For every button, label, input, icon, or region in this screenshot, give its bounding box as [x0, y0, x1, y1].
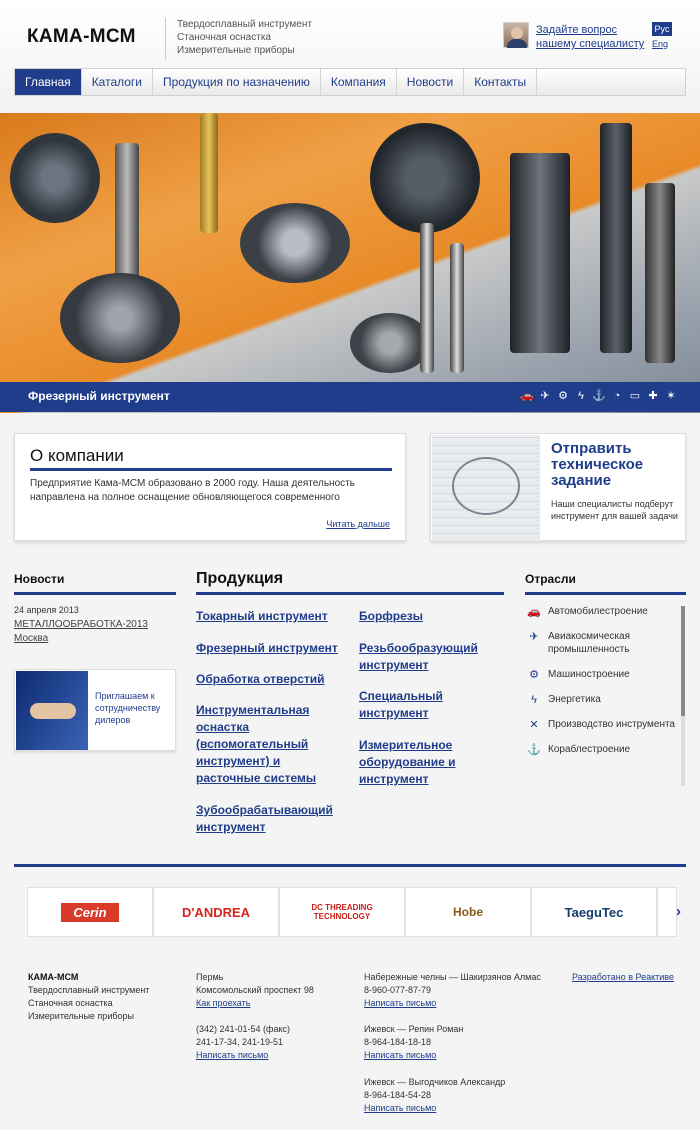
industry-label: Автомобилестроение [548, 606, 648, 617]
cross-icon[interactable]: ✚ [648, 390, 658, 402]
footer-company-line: Станочная оснастка [28, 998, 113, 1008]
task-title[interactable]: Отправить техническое задание [551, 440, 644, 489]
route-link[interactable]: Как проехать [196, 998, 251, 1008]
tool-image [350, 313, 430, 373]
tools-icon: ✕ [529, 719, 539, 731]
lang-en-link[interactable]: Eng [652, 39, 669, 49]
about-company-box [14, 433, 406, 541]
brand-label: D'ANDREA [181, 904, 251, 920]
industry-item[interactable] [525, 668, 685, 681]
tool-image [510, 153, 570, 353]
tool-image [370, 123, 480, 233]
task-text: Наши специалисты подберут инструмент для вашей задачи [551, 499, 678, 521]
lightning-icon: ϟ [531, 694, 537, 706]
star-icon[interactable]: ✶ [666, 390, 676, 402]
lang-ru-button[interactable]: Рус [652, 22, 672, 36]
news-heading: Новости [14, 572, 65, 586]
gears-icon: ⚙ [529, 669, 539, 681]
tool-image [240, 203, 350, 283]
industries-rule [525, 592, 686, 595]
banner-title[interactable]: Фрезерный инструмент [28, 389, 170, 403]
tagline-line: Твердосплавный инструмент [177, 19, 312, 30]
developer-link[interactable]: Разработано в Реактиве [572, 972, 674, 982]
news-city-link[interactable]: Москва [14, 633, 49, 644]
hero-banner[interactable] [0, 113, 700, 413]
tagline [177, 18, 312, 57]
about-rule [30, 468, 392, 471]
footer-company [28, 971, 149, 1023]
industries-scrollbar[interactable] [681, 606, 685, 786]
lightning-icon[interactable]: ϟ [578, 390, 584, 402]
product-link[interactable]: Измерительное оборудование и инструмент [359, 738, 456, 786]
nav-item-contacts[interactable]: Контакты [464, 69, 537, 95]
chevron-right-icon[interactable]: › [676, 903, 681, 920]
car-icon: 🚗 [527, 606, 541, 618]
dealer-text[interactable]: Приглашаем к сотрудничеству дилеров [95, 691, 161, 725]
brand-logo-hobe[interactable] [405, 887, 531, 937]
tool-image [10, 133, 100, 223]
ship-icon[interactable]: ⚓ [592, 390, 606, 402]
industry-label: Производство инструмента [548, 719, 675, 730]
industry-label: Кораблестроение [548, 744, 631, 755]
office-city: Пермь [196, 972, 224, 982]
about-title: О компании [30, 446, 124, 465]
office-address: Комсомольский проспект 98 [196, 985, 314, 995]
main-nav [14, 68, 686, 96]
brand-logo-taegutec[interactable] [531, 887, 657, 937]
tool-image [200, 113, 218, 233]
nav-item-news[interactable]: Новости [397, 69, 464, 95]
news-item-link[interactable]: МЕТАЛЛООБРАБОТКА-2013 [14, 619, 148, 630]
brand-label: TaeguTec [564, 904, 624, 920]
monitor-icon[interactable]: ▭ [629, 390, 641, 402]
rep-mail-link[interactable]: Написать письмо [364, 1103, 437, 1113]
products-rule [196, 592, 504, 595]
industry-item[interactable] [525, 630, 685, 656]
plane-icon: ✈ [529, 631, 539, 643]
product-link[interactable]: Инструментальная оснастка (вспомогательный инструмент) и расточные системы [196, 703, 317, 785]
brand-label: DC THREADING TECHNOLOGY [311, 903, 373, 921]
developer-credit [572, 971, 674, 984]
nav-item-catalogs[interactable]: Каталоги [82, 69, 153, 95]
logo-divider [165, 18, 166, 60]
handshake-image [16, 671, 88, 750]
dealer-banner[interactable] [14, 669, 176, 751]
products-heading: Продукция [196, 570, 284, 587]
banner-caption-bar [0, 382, 700, 412]
news-rule [14, 592, 176, 595]
brand-logo-partial[interactable] [657, 887, 677, 937]
car-icon[interactable]: 🚗 [520, 390, 534, 402]
gauge-icon[interactable]: ◔ [613, 390, 621, 402]
nav-item-home[interactable]: Главная [15, 69, 82, 95]
rep-phone: 8-960-077-87-79 [364, 985, 432, 995]
industry-icon-bar [520, 389, 678, 403]
tool-image [450, 243, 464, 373]
about-text: Предприятие Кама-МСМ образовано в 2000 году. Наша деятельность направлена на полное оснащение обновляющегося современного [30, 478, 355, 503]
footer-company-name: КАМА-МСМ [28, 972, 79, 982]
tool-image [600, 123, 632, 353]
brand-logo-dandrea[interactable] [153, 887, 279, 937]
industries-heading: Отрасли [525, 572, 576, 586]
footer-rep [364, 1076, 505, 1115]
industries-list [525, 605, 685, 768]
product-link[interactable]: Борфрезы [359, 609, 424, 623]
brand-label: Cerin [61, 903, 118, 922]
footer-office [196, 971, 314, 1062]
blueprint-image [432, 435, 540, 541]
industry-label: Машиностроение [548, 669, 630, 680]
plane-icon[interactable]: ✈ [540, 390, 550, 402]
brand-label: Hobe [453, 905, 483, 919]
nav-item-products[interactable]: Продукция по назначению [153, 69, 321, 95]
tool-image [115, 143, 139, 283]
product-link[interactable]: Обработка отверстий [196, 672, 325, 686]
tagline-line: Измерительные приборы [177, 45, 295, 56]
brand-carousel [0, 887, 700, 937]
specialist-avatar [503, 22, 529, 48]
product-link[interactable]: Зубообрабатывающий инструмент [196, 803, 333, 834]
send-task-box[interactable] [430, 433, 686, 541]
product-link[interactable]: Резьбообразующий инструмент [359, 641, 478, 672]
office-phone: 241-17-34, 241-19-51 [196, 1037, 284, 1047]
ship-icon: ⚓ [527, 744, 541, 756]
news-date: 24 апреля 2013 [14, 605, 79, 615]
industry-label: Энергетика [548, 694, 601, 705]
product-link[interactable]: Токарный инструмент [196, 609, 328, 623]
product-link[interactable]: Фрезерный инструмент [196, 641, 338, 655]
industry-item[interactable] [525, 693, 685, 706]
rep-phone: 8-964-184-54-28 [364, 1090, 432, 1100]
nav-item-company[interactable]: Компания [321, 69, 397, 95]
spacer [196, 1010, 314, 1023]
brand-logo-cerin[interactable] [27, 887, 153, 937]
rep-name: Ижевск — Репин Роман [364, 1024, 464, 1034]
rep-name: Набережные челны — Шакирзянов Алмас [364, 972, 541, 982]
office-phone: (342) 241-01-54 (факс) [196, 1024, 290, 1034]
industry-item[interactable] [525, 718, 685, 731]
footer-rep [364, 1023, 463, 1062]
tool-image [645, 183, 675, 363]
tool-image [420, 223, 434, 373]
section-divider [14, 864, 686, 867]
industry-label: Авиакосмическая промышленность [548, 631, 630, 655]
footer-rep [364, 971, 541, 1010]
site-logo[interactable]: КАМА-МСМ [27, 26, 136, 47]
product-link[interactable]: Специальный инструмент [359, 689, 443, 720]
rep-name: Ижевск — Выгодчиков Александр [364, 1077, 506, 1087]
footer-company-line: Измерительные приборы [28, 1011, 134, 1021]
scrollbar-thumb[interactable] [681, 606, 685, 716]
brand-logo-dc[interactable] [279, 887, 405, 937]
rep-phone: 8-964-184-18-18 [364, 1037, 432, 1047]
read-more-link[interactable]: Читать дальше [326, 519, 390, 529]
industry-item[interactable] [525, 743, 685, 756]
ask-specialist-link[interactable]: Задайте вопрос нашему специалисту [536, 24, 645, 50]
tool-image [60, 273, 180, 363]
tagline-line: Станочная оснастка [177, 32, 271, 43]
industry-item[interactable] [525, 605, 685, 618]
footer-company-line: Твердосплавный инструмент [28, 985, 150, 995]
office-mail-link[interactable]: Написать письмо [196, 1050, 269, 1060]
gears-icon[interactable]: ⚙ [558, 390, 568, 402]
rep-mail-link[interactable]: Написать письмо [364, 1050, 437, 1060]
rep-mail-link[interactable]: Написать письмо [364, 998, 437, 1008]
